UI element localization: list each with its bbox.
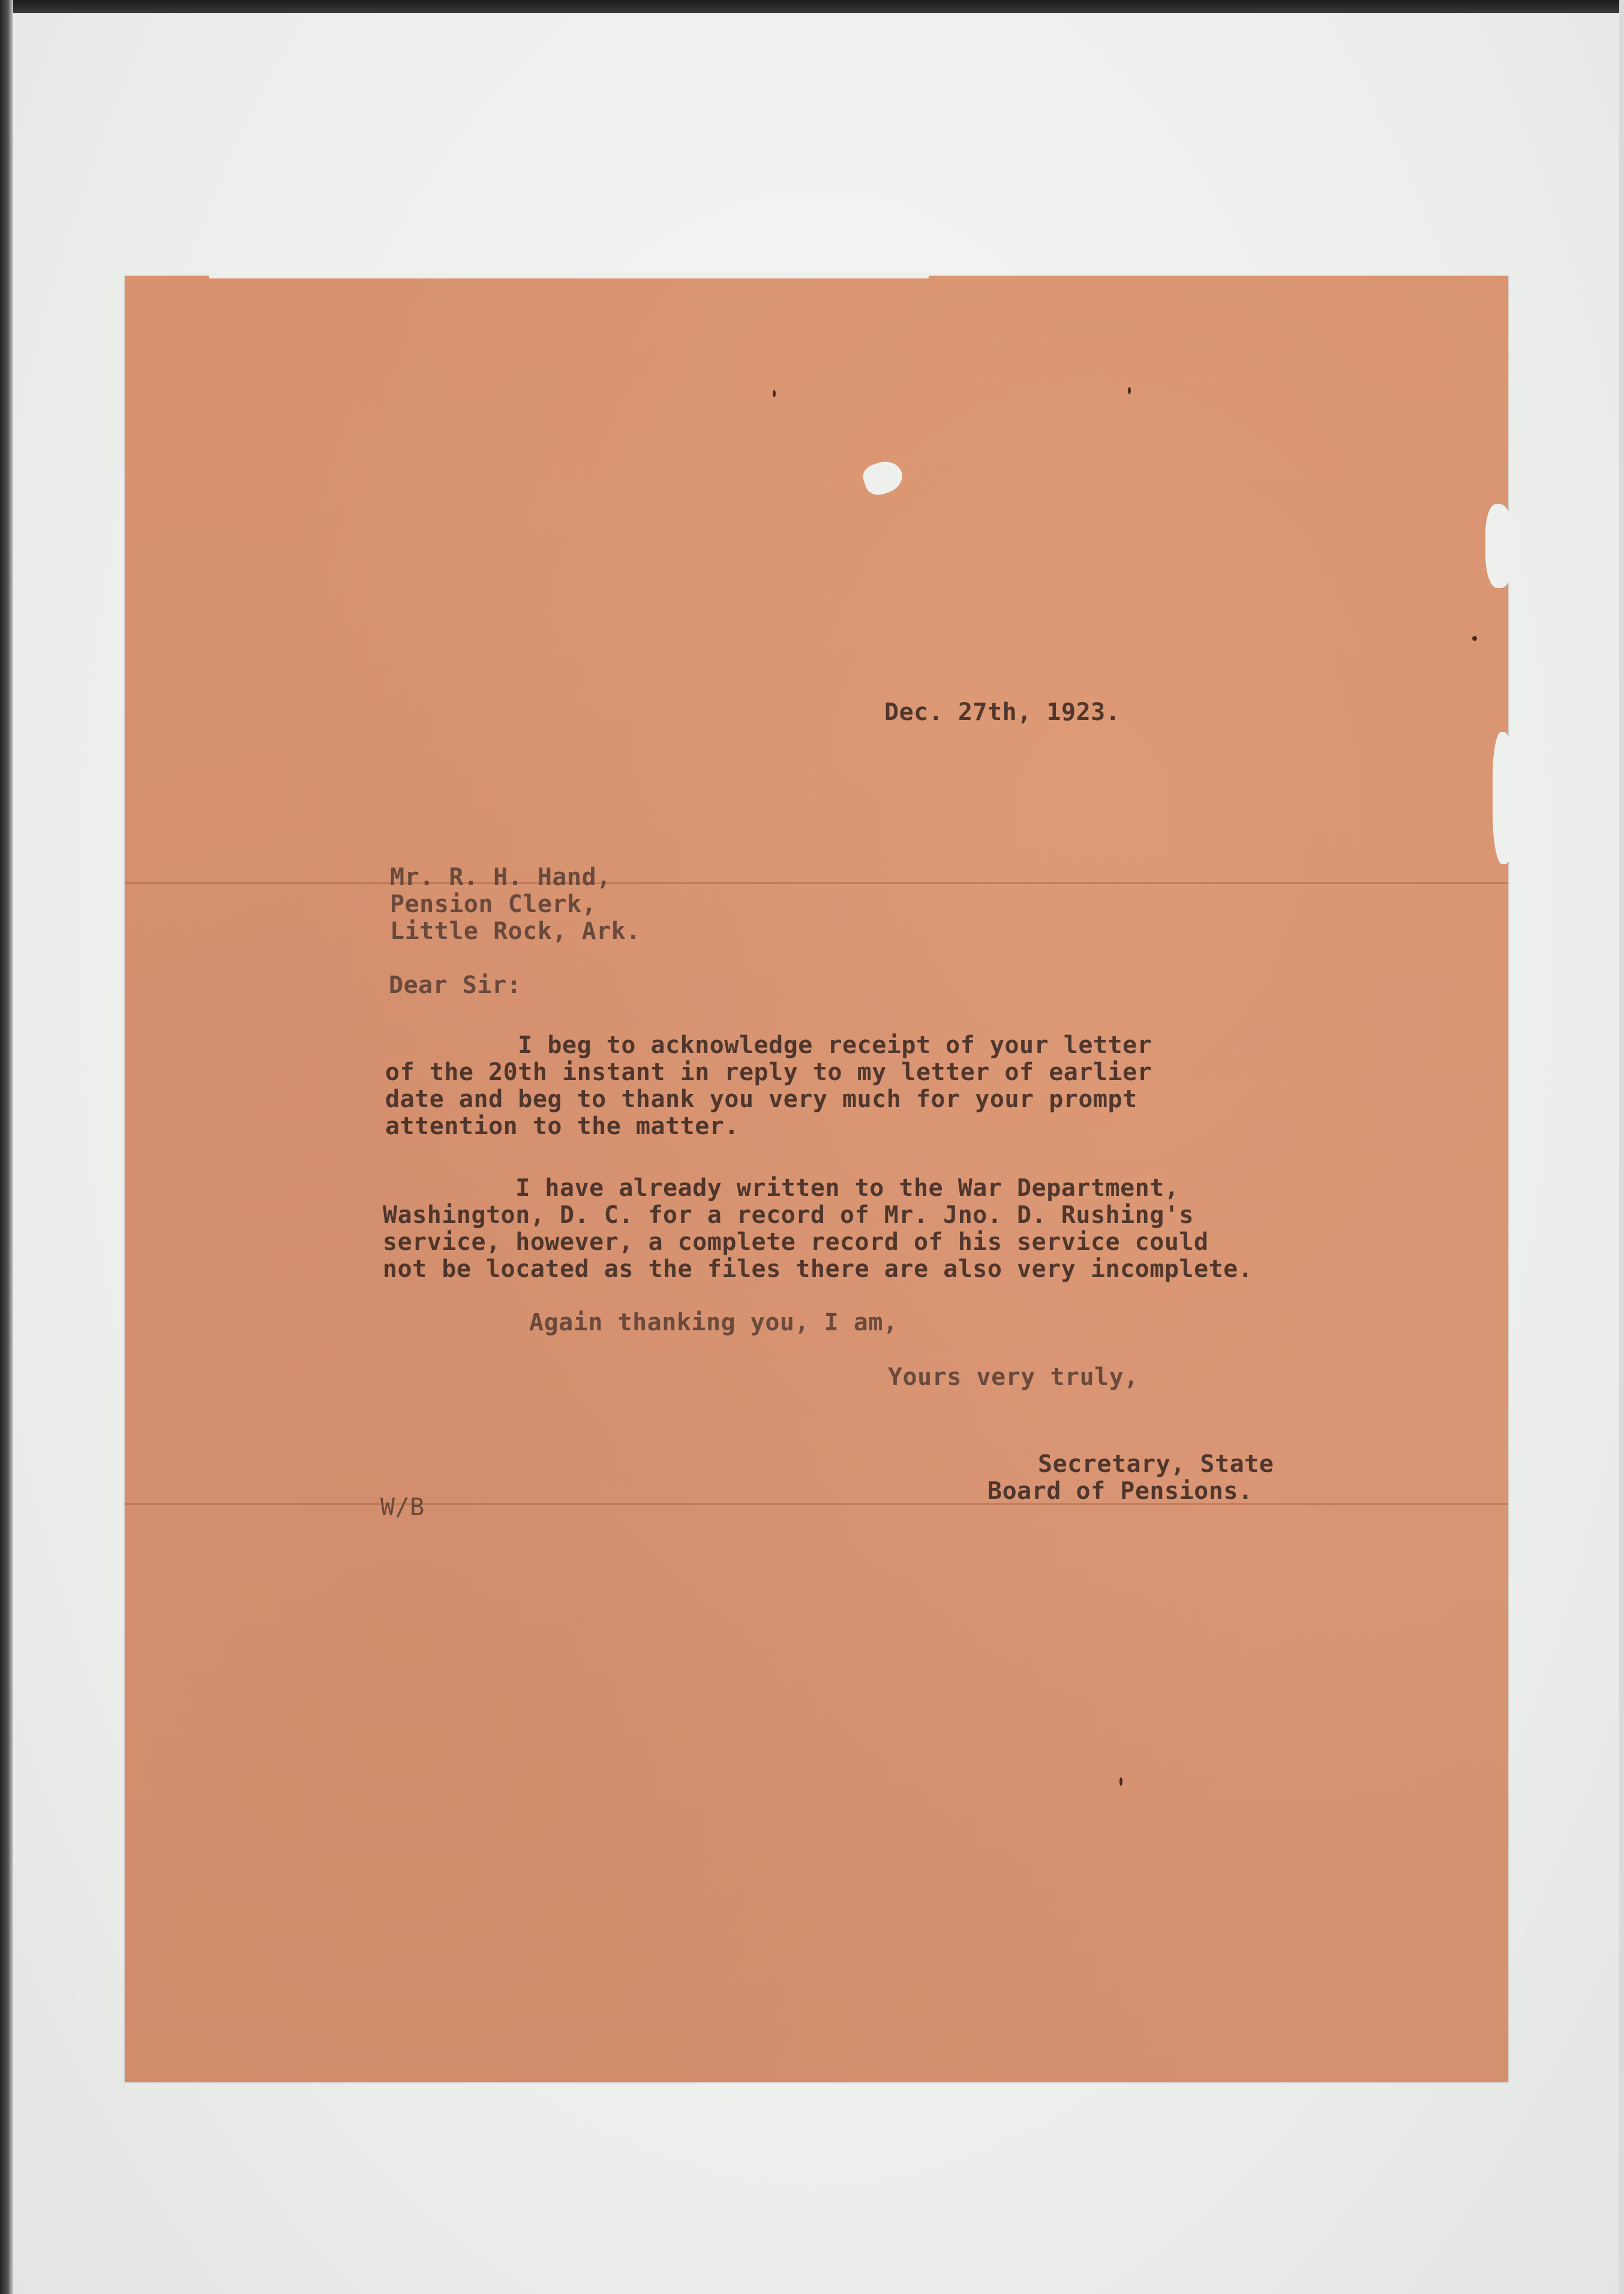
fold-line bbox=[125, 882, 1508, 884]
scanner-frame-left bbox=[0, 0, 13, 2294]
body-paragraph-2-line: Washington, D. C. for a record of Mr. Jno. D. Rushing's bbox=[383, 1201, 1194, 1229]
letter-date: Dec. 27th, 1923. bbox=[884, 698, 1121, 726]
scanner-frame-top bbox=[0, 0, 1624, 13]
ink-speck bbox=[1472, 636, 1477, 641]
ink-speck bbox=[1128, 387, 1131, 394]
body-paragraph-1-line: I beg to acknowledge receipt of your letter bbox=[385, 1031, 1152, 1059]
edge-tear bbox=[1485, 504, 1515, 588]
recipient-address: Little Rock, Ark. bbox=[390, 917, 641, 945]
body-paragraph-1-line: of the 20th instant in reply to my letter of earlier bbox=[385, 1058, 1152, 1086]
recipient-name: Mr. R. H. Hand, bbox=[390, 863, 611, 891]
scanner-frame-right bbox=[1619, 0, 1624, 2294]
ink-speck bbox=[1119, 1777, 1122, 1786]
body-paragraph-2-line: I have already written to the War Department, bbox=[383, 1174, 1179, 1202]
body-paragraph-1-line: date and beg to thank you very much for your prompt bbox=[385, 1085, 1137, 1113]
letter-page bbox=[125, 276, 1508, 2082]
typist-initials: W/B bbox=[380, 1494, 425, 1521]
top-edge-wear bbox=[209, 272, 929, 278]
salutation: Dear Sir: bbox=[389, 971, 522, 999]
signature-title-line-1: Secretary, State bbox=[1038, 1450, 1274, 1478]
signature-title-line-2: Board of Pensions. bbox=[987, 1477, 1253, 1505]
body-paragraph-2-line: not be located as the files there are also very incomplete. bbox=[383, 1255, 1253, 1283]
recipient-title: Pension Clerk, bbox=[390, 890, 597, 918]
complimentary-close: Yours very truly, bbox=[888, 1363, 1139, 1391]
fold-line bbox=[125, 1503, 1508, 1505]
paper-hole bbox=[860, 457, 906, 499]
ink-speck bbox=[773, 390, 776, 397]
closing-line: Again thanking you, I am, bbox=[529, 1309, 898, 1336]
body-paragraph-1-line: attention to the matter. bbox=[385, 1112, 739, 1140]
body-paragraph-2-line: service, however, a complete record of his service could bbox=[383, 1228, 1209, 1256]
